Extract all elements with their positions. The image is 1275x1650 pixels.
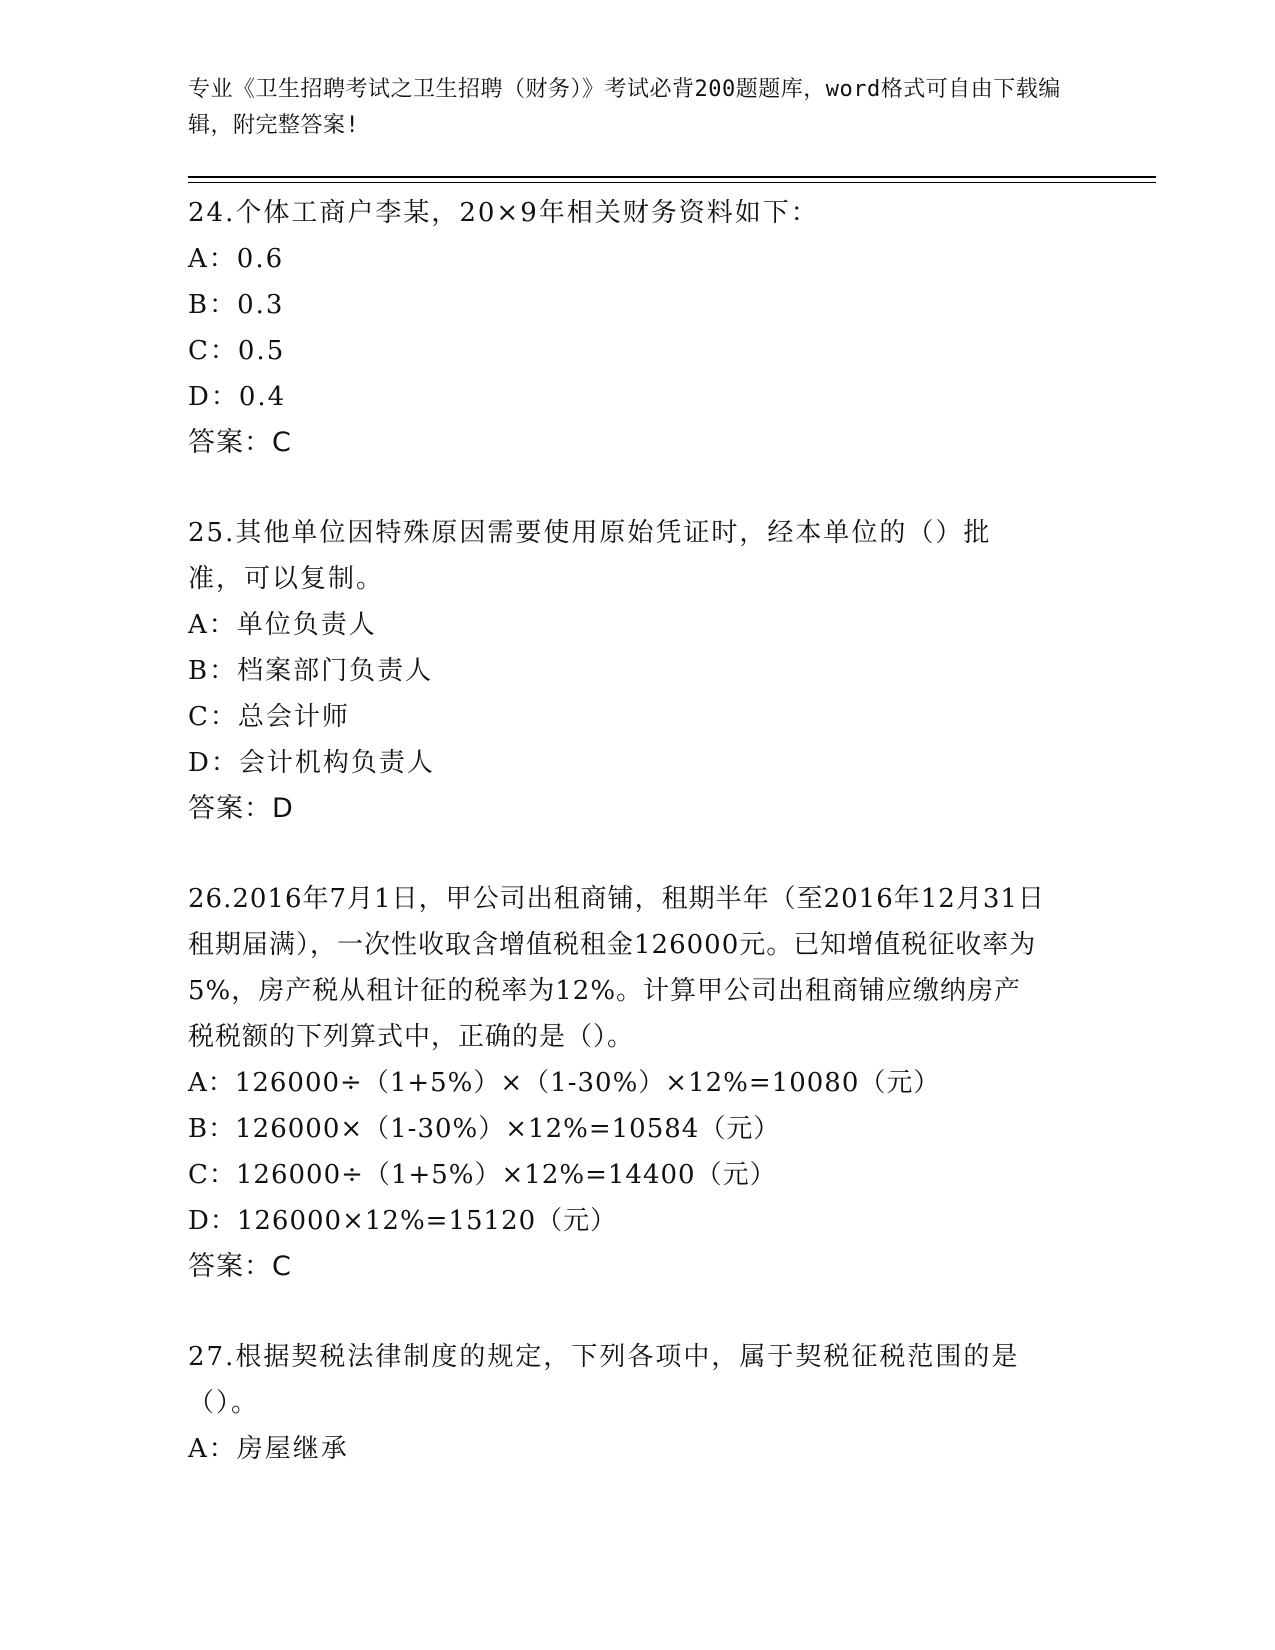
spacer (188, 466, 1088, 510)
question-list (188, 190, 1088, 1472)
spacer (188, 1290, 1088, 1334)
option-a: A：房屋继承 (188, 1434, 349, 1464)
option-c: C：0.5 (188, 336, 286, 366)
option-b: B：档案部门负责人 (188, 656, 434, 686)
answer: 答案：D (188, 793, 294, 824)
option-c: C：总会计师 (188, 702, 350, 732)
question-27 (188, 1334, 1088, 1472)
header-rule-thick (188, 176, 1156, 178)
document-header: 专业《卫生招聘考试之卫生招聘（财务）》考试必背200题题库，word格式可自由下载编辑，附完整答案! (188, 77, 1061, 138)
header-rule-thin (188, 182, 1156, 183)
option-d: D：126000×12%=15120（元） (188, 1206, 618, 1236)
option-d: D：0.4 (188, 382, 287, 412)
question-26 (188, 876, 1088, 1290)
question-text: 27.根据契税法律制度的规定，下列各项中，属于契税征税范围的是（）。 (188, 1342, 1020, 1418)
option-d: D：会计机构负责人 (188, 748, 435, 778)
option-c: C：126000÷（1+5%）×12%=14400（元） (188, 1160, 777, 1190)
option-b: B：126000×（1-30%）×12%=10584（元） (188, 1114, 781, 1144)
question-24 (188, 190, 1088, 466)
option-b: B：0.3 (188, 290, 285, 320)
question-text: 25.其他单位因特殊原因需要使用原始凭证时，经本单位的（）批准，可以复制。 (188, 518, 992, 594)
question-text: 24.个体工商户李某，20×9年相关财务资料如下： (188, 198, 819, 228)
spacer (188, 832, 1088, 876)
answer: 答案：C (188, 1251, 292, 1282)
option-a: A：126000÷（1+5%）×（1-30%）×12%=10080（元） (188, 1068, 941, 1098)
option-a: A：0.6 (188, 244, 285, 274)
option-a: A：单位负责人 (188, 610, 377, 640)
question-text: 26.2016年7月1日，甲公司出租商铺，租期半年（至2016年12月31日租期届满），一次性收取含增值税租金126000元。已知增值税征收率为5%，房产税从租计征的税率为12%。计算甲公司出租商铺应缴纳房产税税额的下列算式中，正确的是（）。 (188, 884, 1045, 1052)
question-25 (188, 510, 1088, 832)
answer: 答案：C (188, 427, 292, 458)
